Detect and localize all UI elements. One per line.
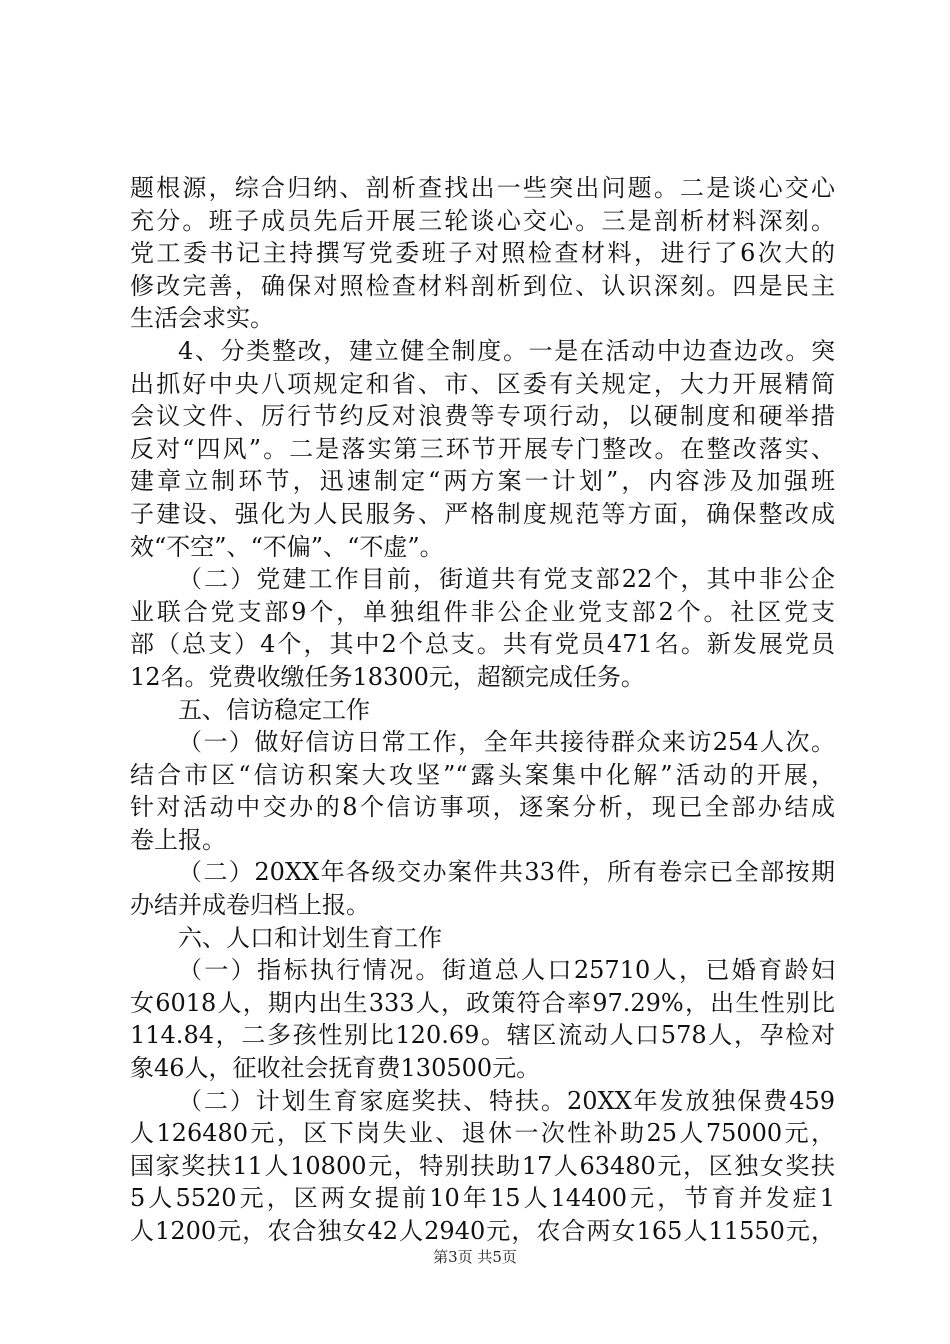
text-line: 出抓好中央八项规定和省、市、区委有关规定，大力开展精简 bbox=[130, 369, 835, 398]
text-line: 女6018人，期内出生333人，政策符合率97.29%，出生性别比 bbox=[130, 988, 835, 1017]
text-line: 卷上报。 bbox=[130, 825, 226, 854]
text-line: 会议文件、厉行节约反对浪费等专项行动，以硬制度和硬举措 bbox=[130, 402, 835, 431]
text-line: 结合市区“信访积案大攻坚”“露头案集中化解”活动的开展， bbox=[130, 760, 835, 789]
text-line: 114.84，二多孩性别比120.69。辖区流动人口578人，孕检对 bbox=[130, 1021, 835, 1050]
text-line: 党工委书记主持撰写党委班子对照检查材料，进行了6次大的 bbox=[130, 239, 835, 268]
document-body bbox=[130, 172, 835, 1248]
text-line: 业联合党支部9个，单独组件非公企业党支部2个。社区党支 bbox=[130, 597, 835, 626]
text-line: 建章立制环节，迅速制定“两方案一计划”，内容涉及加强班 bbox=[130, 467, 835, 496]
text-line: 反对“四风”。二是落实第三环节开展专门整改。在整改落实、 bbox=[130, 434, 835, 463]
text-line: （二）20XX年各级交办案件共33件，所有卷宗已全部按期 bbox=[178, 858, 835, 887]
text-line: 象46人，征收社会抚育费130500元。 bbox=[130, 1054, 541, 1083]
text-line: 部（总支）4个，其中2个总支。共有党员471名。新发展党员 bbox=[130, 630, 835, 659]
text-line: 人1200元，农合独女42人2940元，农合两女165人11550元， bbox=[130, 1217, 835, 1245]
text-line: 修改完善，确保对照检查材料剖析到位、认识深刻。四是民主 bbox=[130, 271, 835, 300]
text-line: 子建设、强化为人民服务、严格制度规范等方面，确保整改成 bbox=[130, 499, 835, 528]
text-line: 办结并成卷归档上报。 bbox=[130, 891, 370, 920]
text-line: 国家奖扶11人10800元，特别扶助17人63480元，区独女奖扶 bbox=[130, 1151, 835, 1180]
text-line: 4、分类整改，建立健全制度。一是在活动中边查边改。突 bbox=[178, 336, 835, 365]
text-line: 五、信访稳定工作 bbox=[178, 695, 370, 724]
text-line: （二）党建工作目前，街道共有党支部22个，其中非公企 bbox=[178, 565, 835, 594]
text-line: 充分。班子成员先后开展三轮谈心交心。三是剖析材料深刻。 bbox=[130, 206, 835, 235]
text-line: （一）指标执行情况。街道总人口25710人，已婚育龄妇 bbox=[178, 956, 835, 985]
text-line: 12名。党费收缴任务18300元，超额完成任务。 bbox=[130, 662, 645, 691]
text-line: 六、人口和计划生育工作 bbox=[178, 923, 442, 952]
text-line: 题根源，综合归纳、剖析查找出一些突出问题。二是谈心交心 bbox=[130, 174, 835, 202]
page-footer: 第3页 共5页 bbox=[433, 1248, 517, 1266]
text-line: 生活会求实。 bbox=[130, 304, 274, 333]
text-line: （一）做好信访日常工作，全年共接待群众来访254人次。 bbox=[178, 728, 835, 757]
text-line: 针对活动中交办的8个信访事项，逐案分析，现已全部办结成 bbox=[130, 793, 835, 822]
text-line: 人126480元，区下岗失业、退休一次性补助25人75000元， bbox=[130, 1119, 835, 1148]
text-line: 5人5520元，区两女提前10年15人14400元，节育并发症1 bbox=[130, 1184, 835, 1213]
text-line: （二）计划生育家庭奖扶、特扶。20XX年发放独保费459 bbox=[178, 1086, 835, 1115]
text-line: 效“不空”、“不偏”、“不虚”。 bbox=[130, 532, 444, 561]
